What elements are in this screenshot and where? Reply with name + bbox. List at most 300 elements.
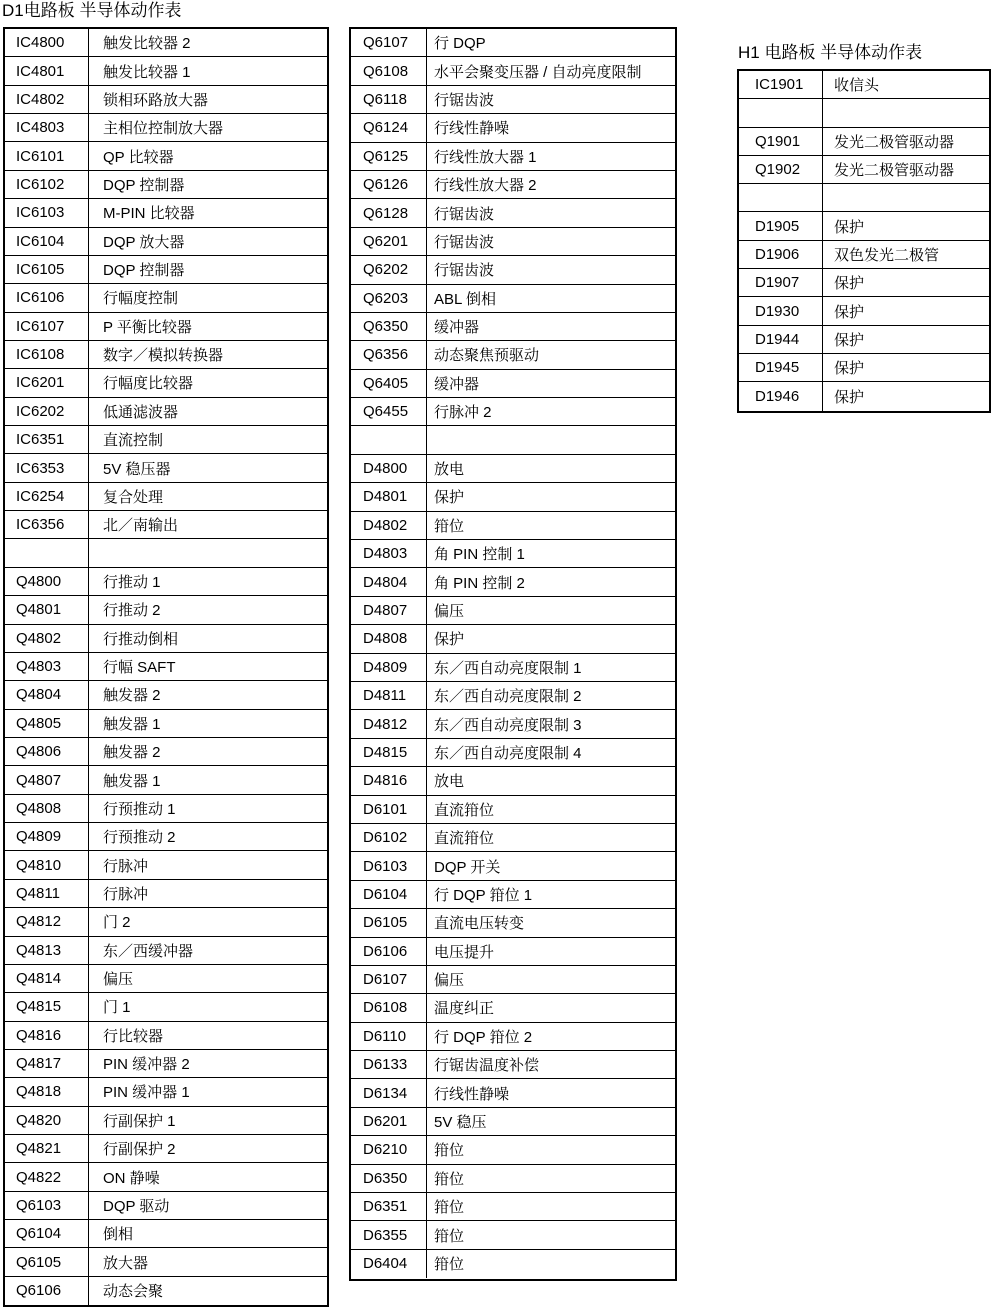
- component-function: M-PIN 比较器: [103, 205, 195, 223]
- table-row: [5, 908, 327, 936]
- component-designation: Q6405: [351, 370, 427, 397]
- table-row: [5, 1192, 327, 1220]
- table-row: [351, 938, 675, 966]
- component-function: 箝位: [434, 1170, 465, 1188]
- table-row: [5, 341, 327, 369]
- component-designation: D4800: [351, 455, 427, 482]
- table-row: [5, 823, 327, 851]
- component-function: 5V 稳压: [434, 1114, 487, 1132]
- table-row: [351, 199, 675, 227]
- component-designation: Q4803: [5, 653, 89, 680]
- component-designation: IC6103: [5, 199, 89, 226]
- component-function: 东／西自动亮度限制 4: [434, 744, 582, 762]
- component-designation: [739, 99, 823, 126]
- table-row: [5, 171, 327, 199]
- component-function: 箝位: [434, 1142, 465, 1160]
- component-function: [89, 539, 327, 566]
- table-row: [5, 1135, 327, 1163]
- table-row: [5, 1107, 327, 1135]
- table-row: [351, 597, 675, 625]
- component-function: 行锯齿波: [434, 262, 495, 280]
- table-row: [5, 29, 327, 57]
- component-designation: D4807: [351, 597, 427, 624]
- table-row: [5, 256, 327, 284]
- component-designation: D6110: [351, 1023, 427, 1050]
- table-row: [351, 86, 675, 114]
- component-designation: Q4821: [5, 1135, 89, 1162]
- table3-title: H1 电路板 半导体动作表: [738, 43, 923, 62]
- component-function: 动态聚焦预驱动: [434, 347, 540, 365]
- component-function: ABL 倒相: [434, 290, 496, 308]
- component-function: 东／西自动亮度限制 3: [434, 716, 582, 734]
- table-row: [351, 398, 675, 426]
- component-designation: D6102: [351, 824, 427, 851]
- component-designation: Q6118: [351, 86, 427, 113]
- table1-title: D1电路板 半导体动作表: [2, 1, 182, 20]
- component-designation: IC6202: [5, 398, 89, 425]
- table-row: [351, 285, 675, 313]
- component-function: [823, 99, 989, 126]
- component-designation: IC1901: [739, 71, 823, 98]
- component-designation: D6351: [351, 1193, 427, 1220]
- component-function: P 平衡比较器: [103, 318, 192, 336]
- component-function: DQP 放大器: [103, 233, 185, 251]
- component-designation: Q6125: [351, 143, 427, 170]
- component-function: PIN 缓冲器 1: [103, 1084, 190, 1102]
- table-row: [739, 71, 989, 99]
- table-row: [351, 994, 675, 1022]
- table-row: [351, 29, 675, 57]
- component-function: 行线性放大器 1: [434, 148, 537, 166]
- component-function: 行副保护 1: [103, 1112, 176, 1130]
- table-row: [5, 568, 327, 596]
- component-designation: IC4800: [5, 29, 89, 56]
- component-function: 保护: [834, 303, 865, 321]
- component-function: 行脉冲: [103, 857, 149, 875]
- table-row: [739, 241, 989, 269]
- table-row: [5, 596, 327, 624]
- table-row: [351, 852, 675, 880]
- component-designation: Q4815: [5, 993, 89, 1020]
- component-function: 行锯齿温度补偿: [434, 1057, 540, 1075]
- component-function: 直流电压转变: [434, 915, 525, 933]
- table-row: [351, 341, 675, 369]
- component-designation: D6107: [351, 966, 427, 993]
- component-function: DQP 开关: [434, 858, 501, 876]
- component-designation: D6101: [351, 796, 427, 823]
- table-row: [351, 1023, 675, 1051]
- component-function: 放电: [434, 461, 465, 479]
- table-row: [5, 965, 327, 993]
- table-row: [351, 739, 675, 767]
- table-row: [739, 212, 989, 240]
- table-row: [5, 710, 327, 738]
- table-row: [351, 370, 675, 398]
- component-function: [427, 426, 675, 453]
- component-function: 直流箝位: [434, 830, 495, 848]
- component-designation: Q4812: [5, 908, 89, 935]
- table-row: [5, 86, 327, 114]
- table-row: [5, 483, 327, 511]
- component-designation: D4809: [351, 654, 427, 681]
- component-function: 保护: [434, 631, 465, 649]
- component-designation: IC6108: [5, 341, 89, 368]
- component-function: 放大器: [103, 1254, 149, 1272]
- table-row: [5, 1277, 327, 1305]
- component-function: 行脉冲 2: [434, 404, 492, 422]
- table-row: [5, 539, 327, 567]
- table-row: [351, 1165, 675, 1193]
- component-function: 复合处理: [103, 488, 164, 506]
- component-designation: IC6351: [5, 426, 89, 453]
- component-function: 触发器 1: [103, 715, 161, 733]
- component-designation: [351, 426, 427, 453]
- component-designation: IC6106: [5, 284, 89, 311]
- table-row: [351, 568, 675, 596]
- table-row: [739, 99, 989, 127]
- table-row: [5, 511, 327, 539]
- component-designation: Q6107: [351, 29, 427, 56]
- component-designation: [5, 539, 89, 566]
- component-designation: IC4802: [5, 86, 89, 113]
- component-function: 触发比较器 1: [103, 63, 191, 81]
- component-function: 角 PIN 控制 1: [434, 546, 525, 564]
- component-function: QP 比较器: [103, 148, 174, 166]
- component-designation: IC6102: [5, 171, 89, 198]
- table-row: [739, 184, 989, 212]
- table-row: [351, 767, 675, 795]
- table-row: [739, 156, 989, 184]
- table-row: [351, 512, 675, 540]
- component-function: 收信头: [834, 77, 880, 95]
- component-function: 保护: [834, 360, 865, 378]
- component-designation: D1906: [739, 241, 823, 268]
- table-row: [5, 313, 327, 341]
- component-function: 箝位: [434, 517, 465, 535]
- table-row: [351, 426, 675, 454]
- component-designation: D6108: [351, 994, 427, 1021]
- component-designation: D4802: [351, 512, 427, 539]
- component-function: 行 DQP 箝位 1: [434, 886, 533, 904]
- component-function: ON 静噪: [103, 1169, 160, 1187]
- component-function: 门 1: [103, 999, 131, 1017]
- component-designation: IC4801: [5, 57, 89, 84]
- component-function: 锁相环路放大器: [103, 91, 209, 109]
- component-designation: D4803: [351, 540, 427, 567]
- component-designation: Q4802: [5, 625, 89, 652]
- component-designation: D6404: [351, 1250, 427, 1278]
- component-function: 行幅度控制: [103, 290, 179, 308]
- component-function: [823, 184, 989, 211]
- component-function: 触发比较器 2: [103, 35, 191, 53]
- table-row: [5, 880, 327, 908]
- table-row: [5, 851, 327, 879]
- component-designation: Q4820: [5, 1107, 89, 1134]
- component-designation: D6201: [351, 1108, 427, 1135]
- table-row: [351, 256, 675, 284]
- component-designation: D4816: [351, 767, 427, 794]
- component-function: 行推动 1: [103, 574, 161, 591]
- component-designation: Q4822: [5, 1163, 89, 1190]
- component-function: 行锯齿波: [434, 205, 495, 223]
- table-row: [351, 654, 675, 682]
- component-designation: Q4809: [5, 823, 89, 850]
- component-designation: D4811: [351, 682, 427, 709]
- component-designation: IC6356: [5, 511, 89, 538]
- component-designation: D6106: [351, 938, 427, 965]
- component-function: 电压提升: [434, 943, 495, 961]
- component-designation: [739, 184, 823, 211]
- component-function: 行预推动 1: [103, 800, 176, 818]
- component-function: 触发器 2: [103, 687, 161, 705]
- table-row: [351, 1079, 675, 1107]
- component-designation: D6105: [351, 909, 427, 936]
- table-row: [351, 625, 675, 653]
- component-function: 缓冲器: [434, 375, 480, 393]
- table-row: [5, 228, 327, 256]
- table-row: [5, 766, 327, 794]
- table-row: [5, 426, 327, 454]
- component-function: 动态会聚: [103, 1283, 164, 1301]
- table-row: [5, 142, 327, 170]
- component-function: 偏压: [434, 603, 465, 620]
- table-row: [5, 1248, 327, 1276]
- table-row: [351, 1250, 675, 1278]
- component-function: 箝位: [434, 1199, 465, 1217]
- component-designation: Q6104: [5, 1220, 89, 1247]
- table-row: [5, 398, 327, 426]
- table-row: [5, 795, 327, 823]
- component-designation: D4808: [351, 625, 427, 652]
- component-function: 放电: [434, 773, 465, 791]
- component-function: 保护: [834, 218, 865, 236]
- component-designation: Q4804: [5, 681, 89, 708]
- component-designation: D6133: [351, 1051, 427, 1078]
- table-row: [739, 382, 989, 410]
- component-function: 低通滤波器: [103, 403, 179, 421]
- table-row: [5, 1022, 327, 1050]
- component-designation: Q4818: [5, 1078, 89, 1105]
- component-designation: Q1902: [739, 156, 823, 183]
- table-row: [351, 1136, 675, 1164]
- component-function: 双色发光二极管: [834, 246, 940, 264]
- component-function: 偏压: [103, 971, 134, 989]
- component-function: 倒相: [103, 1226, 134, 1244]
- component-designation: Q4813: [5, 937, 89, 964]
- component-function: 行线性放大器 2: [434, 177, 537, 195]
- component-designation: D6103: [351, 852, 427, 879]
- component-function: 行锯齿波: [434, 91, 495, 109]
- component-function: 直流控制: [103, 432, 164, 450]
- component-designation: D1930: [739, 297, 823, 324]
- component-designation: Q6350: [351, 313, 427, 340]
- component-function: 北／南输出: [103, 517, 179, 535]
- component-designation: Q6128: [351, 199, 427, 226]
- component-designation: Q4817: [5, 1050, 89, 1077]
- table-row: [5, 738, 327, 766]
- table-row: [351, 114, 675, 142]
- table-row: [5, 369, 327, 397]
- component-function: 数字／模拟转换器: [103, 347, 224, 365]
- component-designation: Q6202: [351, 256, 427, 283]
- component-designation: Q1901: [739, 128, 823, 155]
- table-row: [351, 824, 675, 852]
- component-designation: D4815: [351, 739, 427, 766]
- component-designation: D1944: [739, 326, 823, 353]
- table-row: [5, 1220, 327, 1248]
- table-row: [739, 128, 989, 156]
- component-function: 行 DQP: [434, 35, 486, 53]
- table-row: [5, 284, 327, 312]
- table-row: [5, 1050, 327, 1078]
- component-function: DQP 驱动: [103, 1197, 170, 1215]
- table-row: [739, 297, 989, 325]
- table-row: [739, 326, 989, 354]
- component-designation: Q6201: [351, 228, 427, 255]
- component-function: 直流箝位: [434, 801, 495, 819]
- component-designation: IC6105: [5, 256, 89, 283]
- component-function: DQP 控制器: [103, 176, 185, 194]
- table-row: [351, 171, 675, 199]
- component-designation: D6210: [351, 1136, 427, 1163]
- component-function: 行脉冲: [103, 885, 149, 903]
- component-function: 角 PIN 控制 2: [434, 574, 525, 592]
- component-function: 箝位: [434, 1256, 465, 1274]
- component-designation: D1905: [739, 212, 823, 239]
- d1-semiconductor-table-continued: [349, 27, 677, 1281]
- component-designation: D4812: [351, 710, 427, 737]
- component-designation: Q6108: [351, 57, 427, 84]
- component-designation: Q6126: [351, 171, 427, 198]
- component-function: 保护: [834, 388, 865, 406]
- component-designation: Q4810: [5, 851, 89, 878]
- table-row: [5, 114, 327, 142]
- component-designation: D1946: [739, 382, 823, 410]
- table-row: [5, 454, 327, 482]
- component-designation: Q4800: [5, 568, 89, 595]
- table-row: [351, 1108, 675, 1136]
- table-row: [351, 682, 675, 710]
- component-function: 行推动倒相: [103, 630, 179, 648]
- table-row: [351, 796, 675, 824]
- component-designation: D1907: [739, 269, 823, 296]
- table-row: [351, 1193, 675, 1221]
- component-function: 行幅度比较器: [103, 375, 194, 393]
- component-designation: Q6455: [351, 398, 427, 425]
- component-function: 行线性静噪: [434, 120, 510, 138]
- component-designation: Q6124: [351, 114, 427, 141]
- component-function: 东／西自动亮度限制 2: [434, 688, 582, 706]
- component-designation: IC6254: [5, 483, 89, 510]
- component-function: 保护: [834, 275, 865, 293]
- table-row: [5, 1078, 327, 1106]
- component-designation: Q4814: [5, 965, 89, 992]
- component-designation: Q4816: [5, 1022, 89, 1049]
- component-designation: Q6105: [5, 1248, 89, 1275]
- component-function: 偏压: [434, 972, 465, 990]
- component-function: 发光二极管驱动器: [834, 133, 955, 151]
- component-designation: IC6201: [5, 369, 89, 396]
- table-row: [5, 199, 327, 227]
- component-designation: Q6203: [351, 285, 427, 312]
- table-row: [5, 653, 327, 681]
- component-designation: Q4805: [5, 710, 89, 737]
- table-row: [351, 455, 675, 483]
- component-function: 行推动 2: [103, 602, 161, 620]
- h1-semiconductor-table: [737, 69, 991, 413]
- table-row: [351, 909, 675, 937]
- table-row: [5, 57, 327, 85]
- table-row: [351, 710, 675, 738]
- table-row: [351, 966, 675, 994]
- component-designation: Q6103: [5, 1192, 89, 1219]
- table-row: [5, 625, 327, 653]
- table-row: [351, 540, 675, 568]
- table-row: [351, 1221, 675, 1249]
- table-row: [5, 1163, 327, 1191]
- component-function: 温度纠正: [434, 1000, 495, 1018]
- component-function: 行预推动 2: [103, 829, 176, 847]
- d1-semiconductor-table: [3, 27, 329, 1307]
- table-row: [351, 313, 675, 341]
- component-designation: IC6104: [5, 228, 89, 255]
- component-function: 行副保护 2: [103, 1141, 176, 1159]
- component-designation: D6355: [351, 1221, 427, 1248]
- component-designation: D1945: [739, 354, 823, 381]
- component-function: 门 2: [103, 914, 131, 932]
- component-designation: Q4808: [5, 795, 89, 822]
- table-row: [351, 1051, 675, 1079]
- component-designation: D6350: [351, 1165, 427, 1192]
- component-designation: Q4801: [5, 596, 89, 623]
- table-row: [5, 937, 327, 965]
- table-row: [739, 269, 989, 297]
- component-designation: IC6353: [5, 454, 89, 481]
- component-function: 主相位控制放大器: [103, 120, 224, 138]
- component-designation: IC6101: [5, 142, 89, 169]
- component-function: 行幅 SAFT: [103, 659, 176, 677]
- component-function: DQP 控制器: [103, 262, 185, 280]
- table-row: [351, 143, 675, 171]
- component-function: 5V 稳压器: [103, 460, 171, 478]
- component-designation: D6134: [351, 1079, 427, 1106]
- component-function: 触发器 1: [103, 772, 161, 790]
- component-designation: Q6106: [5, 1277, 89, 1305]
- table-row: [351, 57, 675, 85]
- component-function: 发光二极管驱动器: [834, 162, 955, 180]
- component-designation: Q4811: [5, 880, 89, 907]
- table-row: [351, 881, 675, 909]
- table-row: [5, 681, 327, 709]
- component-designation: IC4803: [5, 114, 89, 141]
- component-function: 保护: [434, 489, 465, 507]
- component-designation: IC6107: [5, 313, 89, 340]
- component-function: 东／西自动亮度限制 1: [434, 659, 582, 677]
- component-function: 行比较器: [103, 1027, 164, 1045]
- component-function: 缓冲器: [434, 319, 480, 337]
- table-row: [351, 228, 675, 256]
- component-function: 保护: [834, 331, 865, 349]
- component-designation: Q4806: [5, 738, 89, 765]
- component-function: 行线性静噪: [434, 1085, 510, 1103]
- table-row: [351, 483, 675, 511]
- component-function: 行 DQP 箝位 2: [434, 1028, 533, 1046]
- component-function: 东／西缓冲器: [103, 942, 194, 960]
- component-designation: D4801: [351, 483, 427, 510]
- component-designation: Q6356: [351, 341, 427, 368]
- component-designation: D4804: [351, 568, 427, 595]
- table-row: [739, 354, 989, 382]
